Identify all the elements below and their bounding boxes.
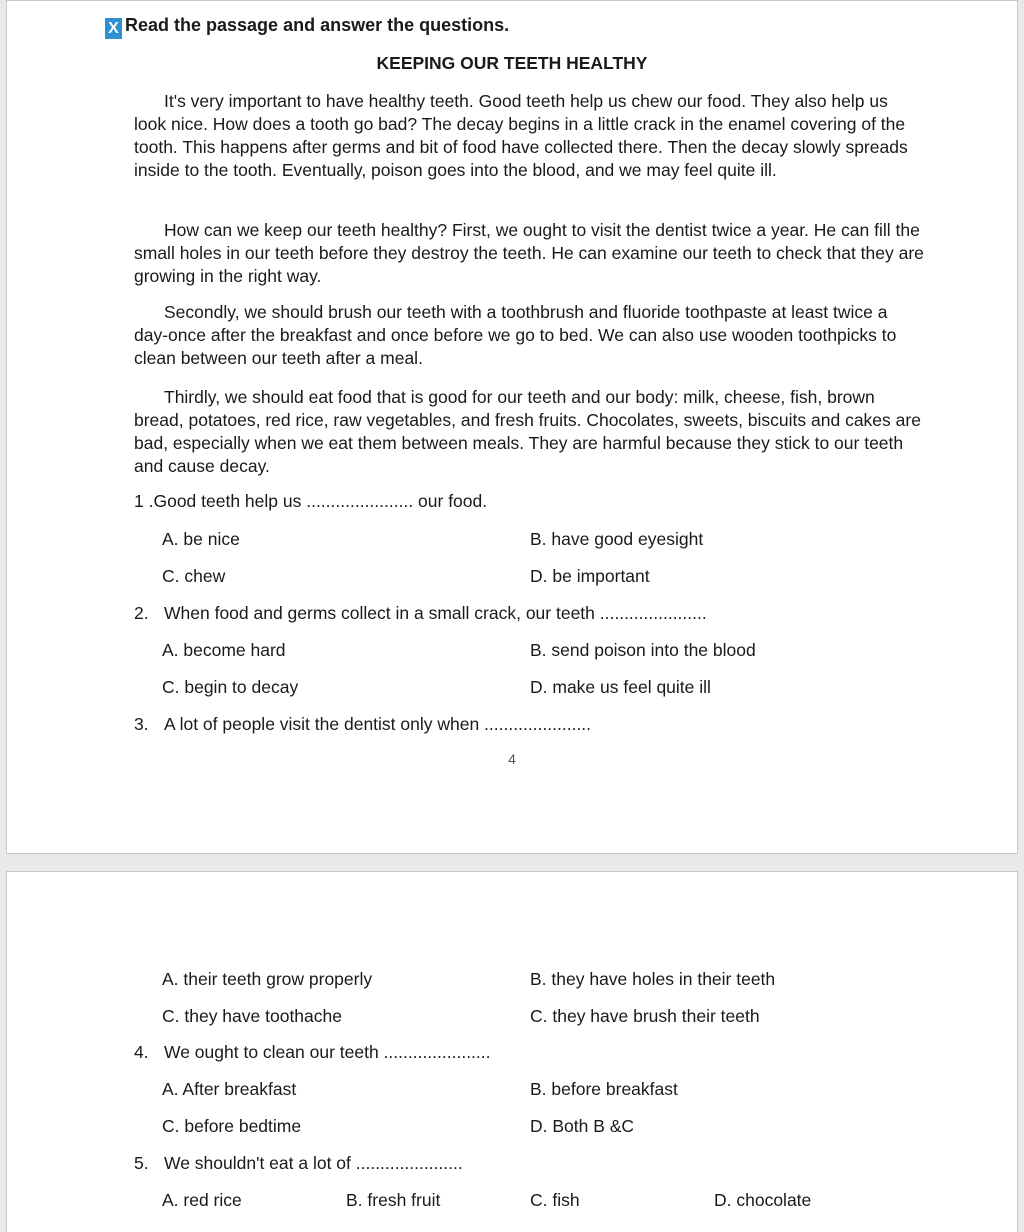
q3-option-c[interactable]: C. they have toothache: [162, 1006, 342, 1026]
passage-paragraph-3: Secondly, we should brush our teeth with a toothbrush and fluoride toothpaste at least twice a day-once after the breakfast and once before we go to bed. We can also use wooden toothpicks to clean between our teeth after a meal.: [134, 302, 897, 368]
q4-option-a[interactable]: A. After breakfast: [162, 1079, 297, 1099]
q5-option-c[interactable]: C. fish: [530, 1190, 580, 1210]
q1-option-b[interactable]: B. have good eyesight: [530, 529, 704, 549]
q1-option-a[interactable]: A. be nice: [162, 529, 240, 549]
question-number: 1 .: [134, 491, 154, 511]
q5-option-b[interactable]: B. fresh fruit: [346, 1190, 441, 1210]
q2-option-d[interactable]: D. make us feel quite ill: [530, 677, 711, 697]
q5-option-a[interactable]: A. red rice: [162, 1190, 242, 1210]
q1-option-c[interactable]: C. chew: [162, 566, 226, 586]
passage-title: KEEPING OUR TEETH HEALTHY: [376, 53, 648, 73]
question-3: [134, 714, 591, 735]
q3-option-b[interactable]: B. they have holes in their teeth: [530, 969, 776, 989]
q2-option-a[interactable]: A. become hard: [162, 640, 286, 660]
worksheet-page-2: [6, 871, 1018, 1232]
q2-option-c[interactable]: C. begin to decay: [162, 677, 299, 697]
question-number: 2.: [134, 603, 149, 623]
page-number: 4: [508, 751, 516, 767]
question-4: [134, 1042, 491, 1063]
passage-paragraph-1: It's very important to have healthy teeth. Good teeth help us chew our food. They also help us look nice. How does a tooth go bad? The decay begins in a little crack in the enamel covering of the tooth. This happens after germs and bit of food have collected there. Then the decay slowly spreads inside to the tooth. Eventually, poison goes into the blood, and we may feel quite ill.: [134, 91, 908, 180]
question-number: 5.: [134, 1153, 149, 1173]
q2-option-b[interactable]: B. send poison into the blood: [530, 640, 756, 660]
question-text: A lot of people visit the dentist only when ......................: [164, 714, 592, 734]
q5-option-d[interactable]: D. chocolate: [714, 1190, 812, 1210]
section-badge: X: [105, 18, 122, 39]
question-text: We shouldn't eat a lot of ......................: [164, 1153, 463, 1173]
question-text: Good teeth help us ...................... our food.: [153, 491, 488, 511]
q3-option-a[interactable]: A. their teeth grow properly: [162, 969, 373, 989]
worksheet-page-1: [6, 0, 1018, 854]
passage-paragraph-2: How can we keep our teeth healthy? First, we ought to visit the dentist twice a year. He can fill the small holes in our teeth before they destroy the teeth. He can examine our teeth to check that they are growing in the right way.: [134, 220, 924, 286]
section-instruction: [105, 15, 509, 39]
q1-option-d[interactable]: D. be important: [530, 566, 650, 586]
question-number: 3.: [134, 714, 149, 734]
question-5: [134, 1153, 463, 1174]
q4-option-c[interactable]: C. before bedtime: [162, 1116, 302, 1136]
question-number: 4.: [134, 1042, 149, 1062]
question-1: [134, 491, 487, 512]
q4-option-d[interactable]: D. Both B &C: [530, 1116, 635, 1136]
q3-option-d[interactable]: C. they have brush their teeth: [530, 1006, 760, 1026]
question-text: When food and germs collect in a small crack, our teeth ......................: [164, 603, 707, 623]
question-2: [134, 603, 707, 624]
question-text: We ought to clean our teeth ......................: [164, 1042, 491, 1062]
q4-option-b[interactable]: B. before breakfast: [530, 1079, 678, 1099]
instruction-text: Read the passage and answer the questions.: [125, 15, 510, 35]
passage-paragraph-4: Thirdly, we should eat food that is good for our teeth and our body: milk, cheese, fish, brown bread, potatoes, red rice, raw vegetables, and fresh fruits. Chocolates, sweets, biscuits and cakes are bad, especially when we eat them between meals. They are harmful because they stick to our teeth and cause decay.: [134, 387, 921, 476]
